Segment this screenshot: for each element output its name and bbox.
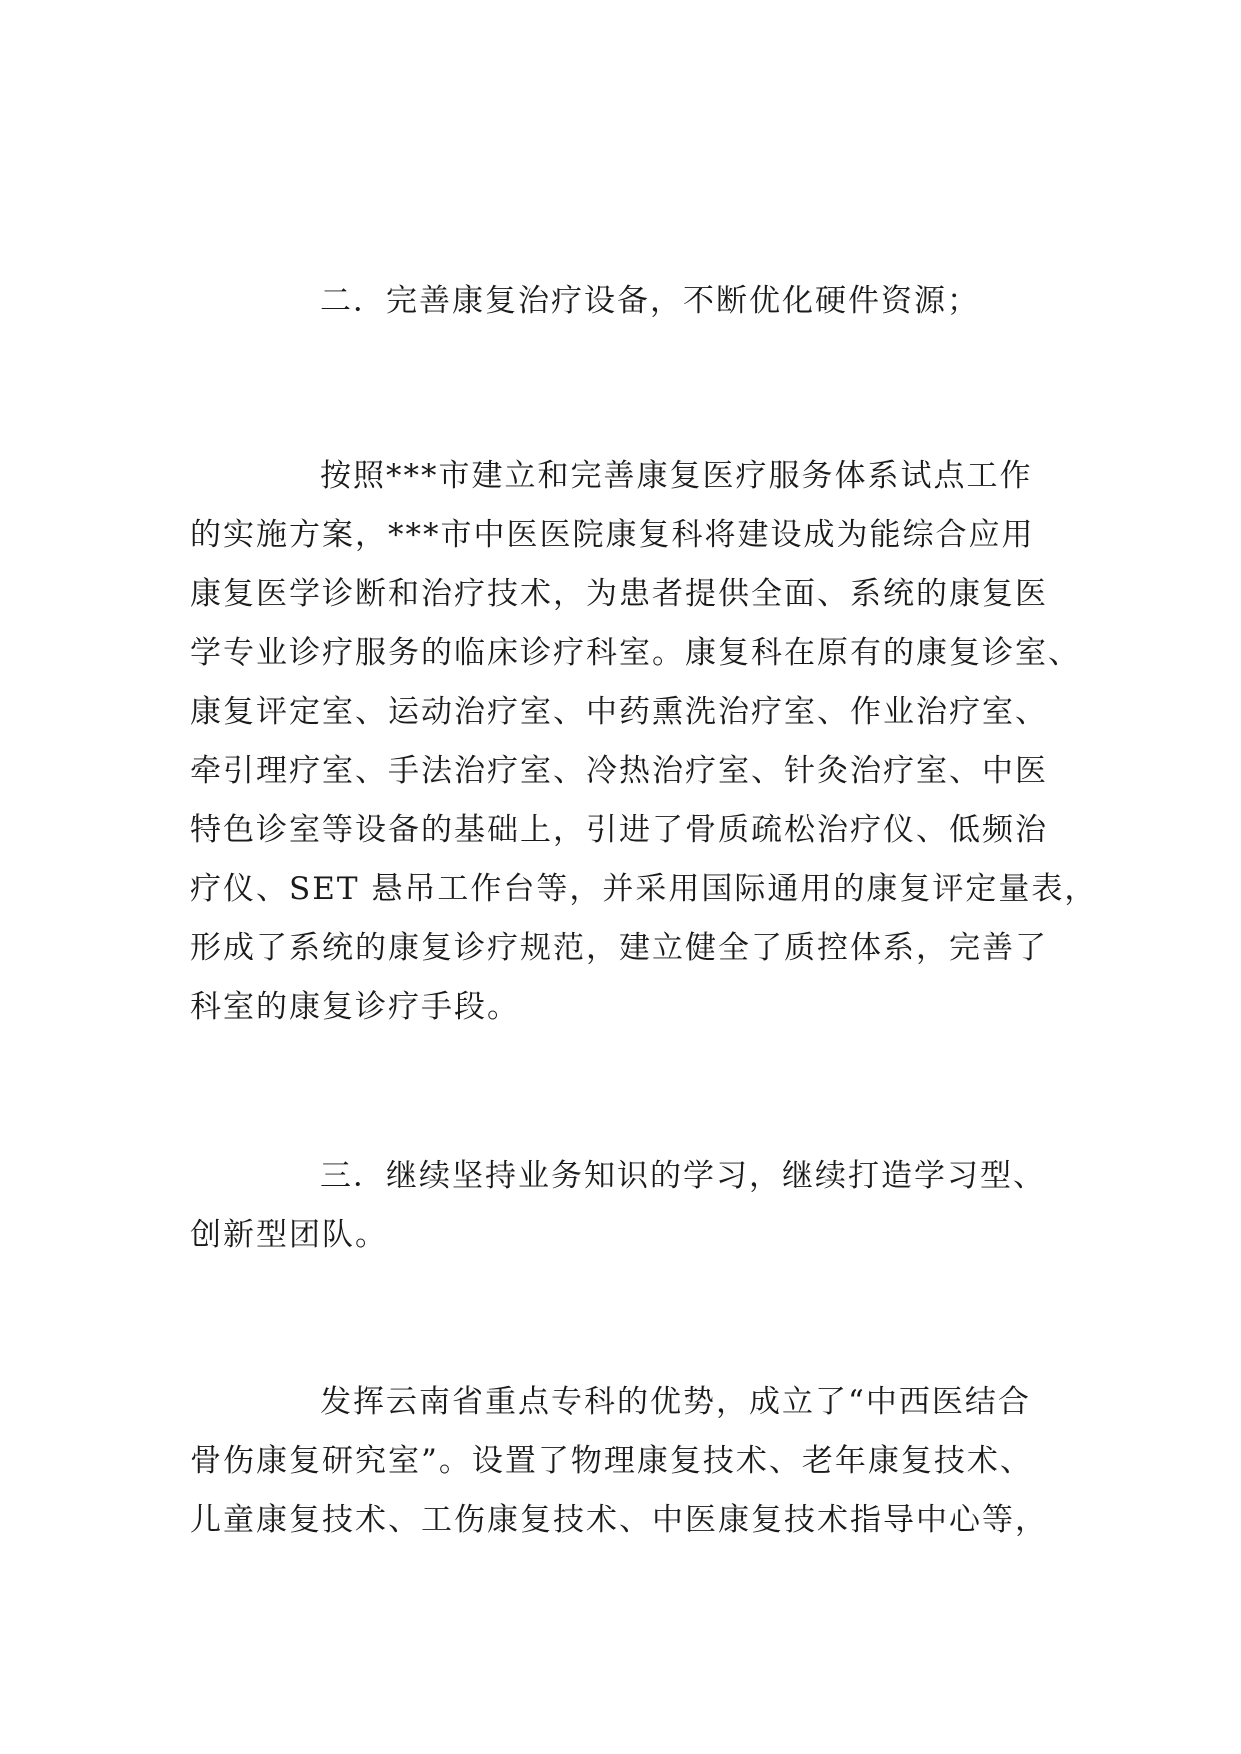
paragraph-equipment bbox=[190, 447, 1098, 1037]
paragraph-line: 康复评定室、运动治疗室、中药熏洗治疗室、作业治疗室、 bbox=[190, 694, 1048, 730]
paragraph-line: 发挥云南省重点专科的优势，成立了“中西医结合 bbox=[320, 1384, 1031, 1420]
paragraph-line: 按照***市建立和完善康复医疗服务体系试点工作 bbox=[320, 458, 1033, 494]
paragraph-line: 科室的康复诊疗手段。 bbox=[190, 989, 520, 1025]
paragraph-line: 学专业诊疗服务的临床诊疗科室。康复科在原有的康复诊室、 bbox=[190, 635, 1081, 671]
section-heading-3 bbox=[190, 1147, 1070, 1265]
paragraph-line: 骨伤康复研究室”。设置了物理康复技术、老年康复技术、 bbox=[190, 1443, 1033, 1479]
paragraph-line: 的实施方案，***市中医医院康复科将建设成为能综合应用 bbox=[190, 517, 1035, 553]
section-heading-2 bbox=[190, 272, 1070, 331]
heading-line: 二．完善康复治疗设备，不断优化硬件资源； bbox=[320, 283, 980, 319]
paragraph-line: 特色诊室等设备的基础上，引进了骨质疏松治疗仪、低频治 bbox=[190, 812, 1048, 848]
paragraph-research bbox=[190, 1373, 1070, 1550]
heading-line: 三．继续坚持业务知识的学习，继续打造学习型、 bbox=[320, 1158, 1046, 1194]
paragraph-line: 形成了系统的康复诊疗规范，建立健全了质控体系，完善了 bbox=[190, 930, 1048, 966]
paragraph-line: 康复医学诊断和治疗技术，为患者提供全面、系统的康复医 bbox=[190, 576, 1048, 612]
heading-line: 创新型团队。 bbox=[190, 1217, 388, 1253]
paragraph-line: 牵引理疗室、手法治疗室、冷热治疗室、针灸治疗室、中医 bbox=[190, 753, 1048, 789]
paragraph-line: 儿童康复技术、工伤康复技术、中医康复技术指导中心等， bbox=[190, 1502, 1048, 1538]
paragraph-line: 疗仪、SET 悬吊工作台等，并采用国际通用的康复评定量表， bbox=[190, 871, 1098, 907]
